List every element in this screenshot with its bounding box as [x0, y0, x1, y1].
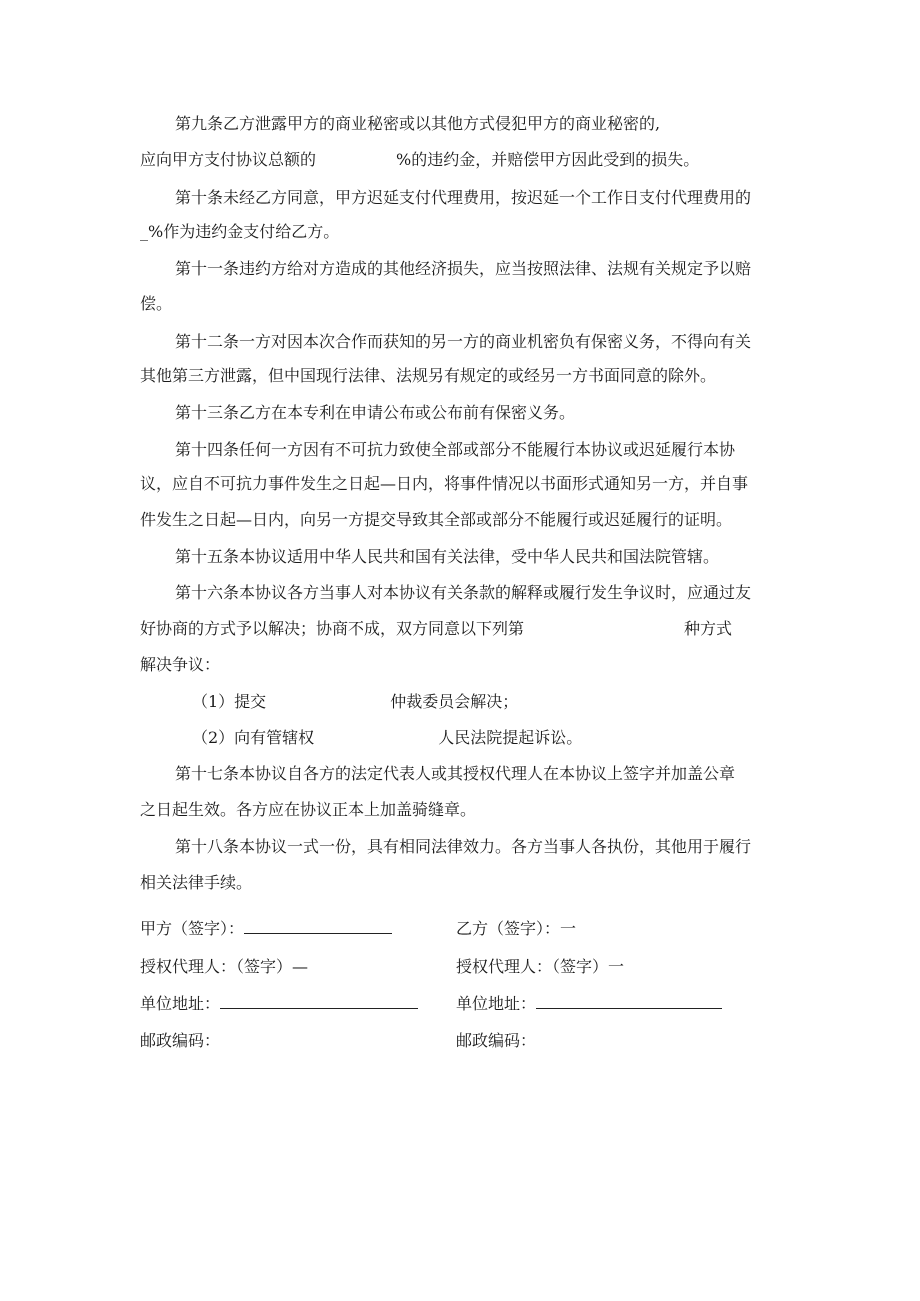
- agent-b-signature: 授权代理人：（签字）一: [456, 957, 625, 976]
- clause-9-line-1: 第九条乙方泄露甲方的商业秘密或以其他方式侵犯甲方的商业秘密的,: [175, 114, 661, 133]
- address-b: [456, 992, 722, 1016]
- party-a-signature: [140, 917, 392, 941]
- clause-16-line-2: [140, 617, 732, 641]
- party-a-sign-line[interactable]: [244, 918, 392, 934]
- agent-a-signature: 授权代理人：（签字）—: [140, 957, 309, 976]
- party-a-sign-label: 甲方（签字）：: [140, 919, 245, 938]
- clause-13-line-1: 第十三条乙方在本专利在申请公布或公布前有保密义务。: [175, 403, 576, 422]
- clause-9-text-b: %的违约金，并赔偿甲方因此受到的损失。: [396, 150, 700, 169]
- clause-18-line-2: 相关法律手续。: [140, 873, 253, 892]
- option-2-text-a: （2）向有管辖权: [192, 728, 315, 747]
- option-2-text-b: 人民法院提起诉讼。: [438, 728, 583, 747]
- option-1-text-a: （1）提交: [192, 692, 267, 711]
- clause-18-line-1: 第十八条本协议一式一份，具有相同法律效力。各方当事人各执份，其他用于履行: [175, 837, 752, 856]
- party-b-signature: 乙方（签字）：一: [456, 919, 577, 938]
- clause-9-line-2: [140, 148, 699, 172]
- postcode-b: 邮政编码：: [456, 1031, 537, 1050]
- clause-17-line-2: 之日起生效。各方应在协议正本上加盖骑缝章。: [140, 800, 477, 819]
- address-a-line[interactable]: [220, 993, 418, 1009]
- clause-17-line-1: 第十七条本协议自各方的法定代表人或其授权代理人在本协议上签字并加盖公章: [175, 764, 736, 783]
- clause-9-text-a: 应向甲方支付协议总额的: [140, 150, 317, 169]
- postcode-a: 邮政编码：: [140, 1031, 221, 1050]
- clause-16-text-b: 种方式: [684, 619, 733, 638]
- clause-16-line-3: 解决争议：: [140, 655, 221, 674]
- clause-16-option-1: [192, 690, 518, 714]
- clause-16-line-1: 第十六条本协议各方当事人对本协议有关条款的解释或履行发生争议时，应通过友: [175, 583, 752, 602]
- clause-14-line-3: 件发生之日起—日内，向另一方提交导致其全部或部分不能履行或迟延履行的证明。: [140, 510, 733, 529]
- address-b-label: 单位地址：: [456, 994, 537, 1013]
- clause-10-line-1: 第十条未经乙方同意，甲方迟延支付代理费用，按迟延一个工作日支付代理费用的: [175, 188, 752, 207]
- clause-16-text-a: 好协商的方式予以解决；协商不成，双方同意以下列第: [140, 619, 525, 638]
- address-b-line[interactable]: [536, 993, 722, 1009]
- address-a-label: 单位地址：: [140, 994, 221, 1013]
- clause-12-line-2: 其他第三方泄露，但中国现行法律、法规另有规定的或经另一方书面同意的除外。: [140, 366, 717, 385]
- option-1-text-b: 仲裁委员会解决；: [390, 692, 519, 711]
- address-a: [140, 992, 418, 1016]
- clause-14-line-1: 第十四条任何一方因有不可抗力致使全部或部分不能履行本协议或迟延履行本协: [175, 440, 736, 459]
- clause-15-line-1: 第十五条本协议适用中华人民共和国有关法律，受中华人民共和国法院管辖。: [175, 547, 720, 566]
- clause-11-line-1: 第十一条违约方给对方造成的其他经济损失，应当按照法律、法规有关规定予以赔: [175, 259, 752, 278]
- clause-10-line-2: _%作为违约金支付给乙方。: [140, 222, 340, 241]
- clause-16-option-2: [192, 726, 582, 750]
- clause-11-line-2: 偿。: [140, 294, 173, 313]
- clause-14-line-2: 议，应自不可抗力事件发生之日起—日内，将事件情况以书面形式通知另一方，并自事: [140, 474, 749, 493]
- clause-12-line-1: 第十二条一方对因本次合作而获知的另一方的商业机密负有保密义务，不得向有关: [175, 332, 752, 351]
